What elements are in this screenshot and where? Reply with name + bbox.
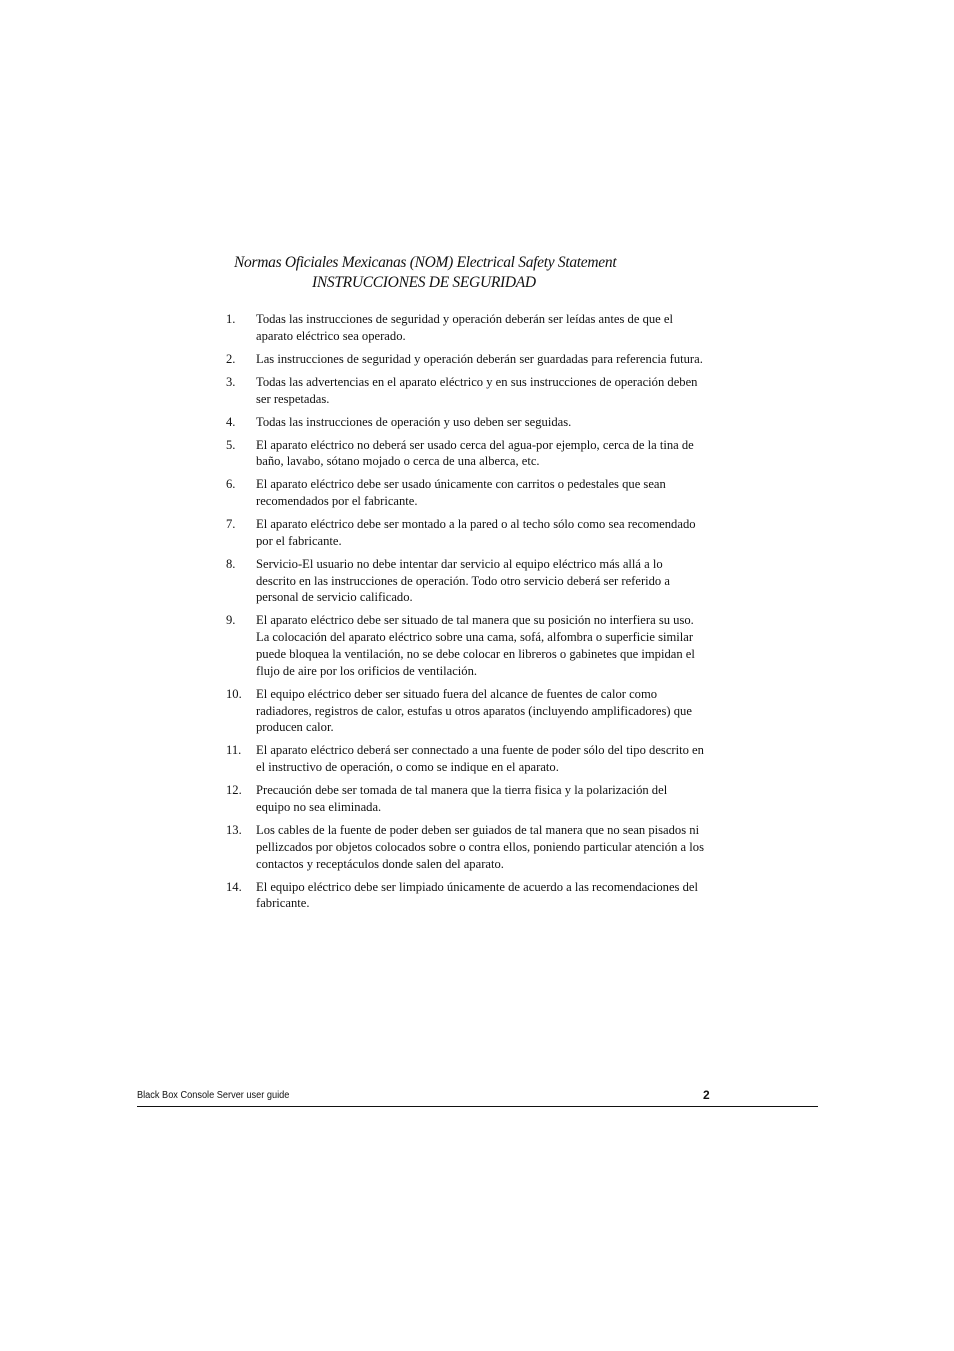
item-text: El aparato eléctrico debe ser usado únicamente con carritos o pedestales que sean recomendados por el fabricante. — [256, 477, 666, 509]
item-text: El aparato eléctrico debe ser montado a la pared o al techo sólo como sea recomendado por el fabricante. — [256, 517, 696, 548]
list-item — [218, 351, 704, 368]
list-item — [218, 879, 704, 913]
item-number: 14. — [226, 879, 242, 894]
item-number: 9. — [226, 613, 236, 628]
item-number: 10. — [226, 686, 242, 701]
item-text: Las instrucciones de seguridad y operación deberán ser guardadas para referencia futura. — [256, 351, 703, 366]
item-number: 13. — [226, 822, 242, 837]
item-number: 12. — [226, 783, 242, 798]
footer-divider — [137, 1106, 818, 1107]
list-item — [218, 476, 704, 510]
item-number: 3. — [226, 374, 236, 389]
list-item — [218, 374, 704, 408]
list-item — [218, 612, 704, 679]
item-text: El aparato eléctrico no deberá ser usado cerca del agua-por ejemplo, cerca de la tina de baño, lavabo, sótano mojado o cerca de una alberca, etc. — [256, 437, 694, 469]
item-text: El aparato eléctrico deberá ser connectado a una fuente de poder sólo del tipo descrito en el instructivo de operación, o como se indique en el aparato. — [256, 743, 704, 775]
item-text: Precaución debe ser tomada de tal manera que la tierra fisica y la polarización del equipo no sea eliminada. — [256, 783, 668, 814]
item-number: 11. — [226, 743, 242, 758]
item-text: Todas las instrucciones de operación y uso deben ser seguidas. — [256, 414, 572, 429]
list-item — [218, 414, 704, 431]
list-item — [218, 782, 704, 816]
item-number: 5. — [226, 437, 236, 452]
item-number: 7. — [226, 517, 236, 532]
list-item — [218, 311, 704, 345]
item-text: Todas las instrucciones de seguridad y operación deberán ser leídas antes de que el aparato eléctrico sea operado. — [256, 312, 674, 343]
safety-instructions-list — [218, 311, 704, 918]
list-item — [218, 556, 704, 606]
item-number: 4. — [226, 414, 236, 429]
heading-subtitle: INSTRUCCIONES DE SEGURIDAD — [312, 274, 536, 291]
item-text: Los cables de la fuente de poder deben ser guiados de tal manera que no sean pisados ni pellizcados por objetos colocados sobre o contra ellos, poniendo particular atención a los contactos y receptáculos donde salen del aparato. — [256, 822, 704, 871]
item-text: El equipo eléctrico debe ser limpiado únicamente de acuerdo a las recomendaciones del fabricante. — [256, 879, 698, 911]
footer-page-number: 2 — [703, 1088, 710, 1102]
footer-document-title: Black Box Console Server user guide — [137, 1090, 290, 1101]
item-number: 1. — [226, 312, 236, 326]
heading-title: Normas Oficiales Mexicanas (NOM) Electrical Safety Statement — [234, 254, 617, 271]
item-number: 6. — [226, 477, 236, 492]
list-item — [218, 437, 704, 471]
item-text: Todas las advertencias en el aparato eléctrico y en sus instrucciones de operación deben ser respetadas. — [256, 374, 698, 406]
item-text: El aparato eléctrico debe ser situado de tal manera que su posición no interfiera su uso. La colocación del aparato eléctrico sobre una cama, sofá, alfombra o superficie similar puede bloquea la ventilación, no se debe colocar en libreros o gabinetes que impidan el flujo de aire por los orificios de ventilación. — [256, 613, 695, 678]
item-text: Servicio-El usuario no debe intentar dar servicio al equipo eléctrico más allá a lo descrito en las instrucciones de operación. Todo otro servicio deberá ser referido a personal de servicio calificado. — [256, 556, 670, 605]
item-number: 8. — [226, 556, 236, 571]
item-text: El equipo eléctrico deber ser situado fuera del alcance de fuentes de calor como radiadores, registros de calor, estufas u otros aparatos (incluyendo amplificadores) que producen calor. — [256, 686, 692, 735]
item-number: 2. — [226, 351, 236, 366]
list-item — [218, 822, 704, 872]
list-item — [218, 686, 704, 736]
section-heading — [234, 253, 754, 293]
list-item — [218, 516, 704, 550]
list-item — [218, 742, 704, 776]
